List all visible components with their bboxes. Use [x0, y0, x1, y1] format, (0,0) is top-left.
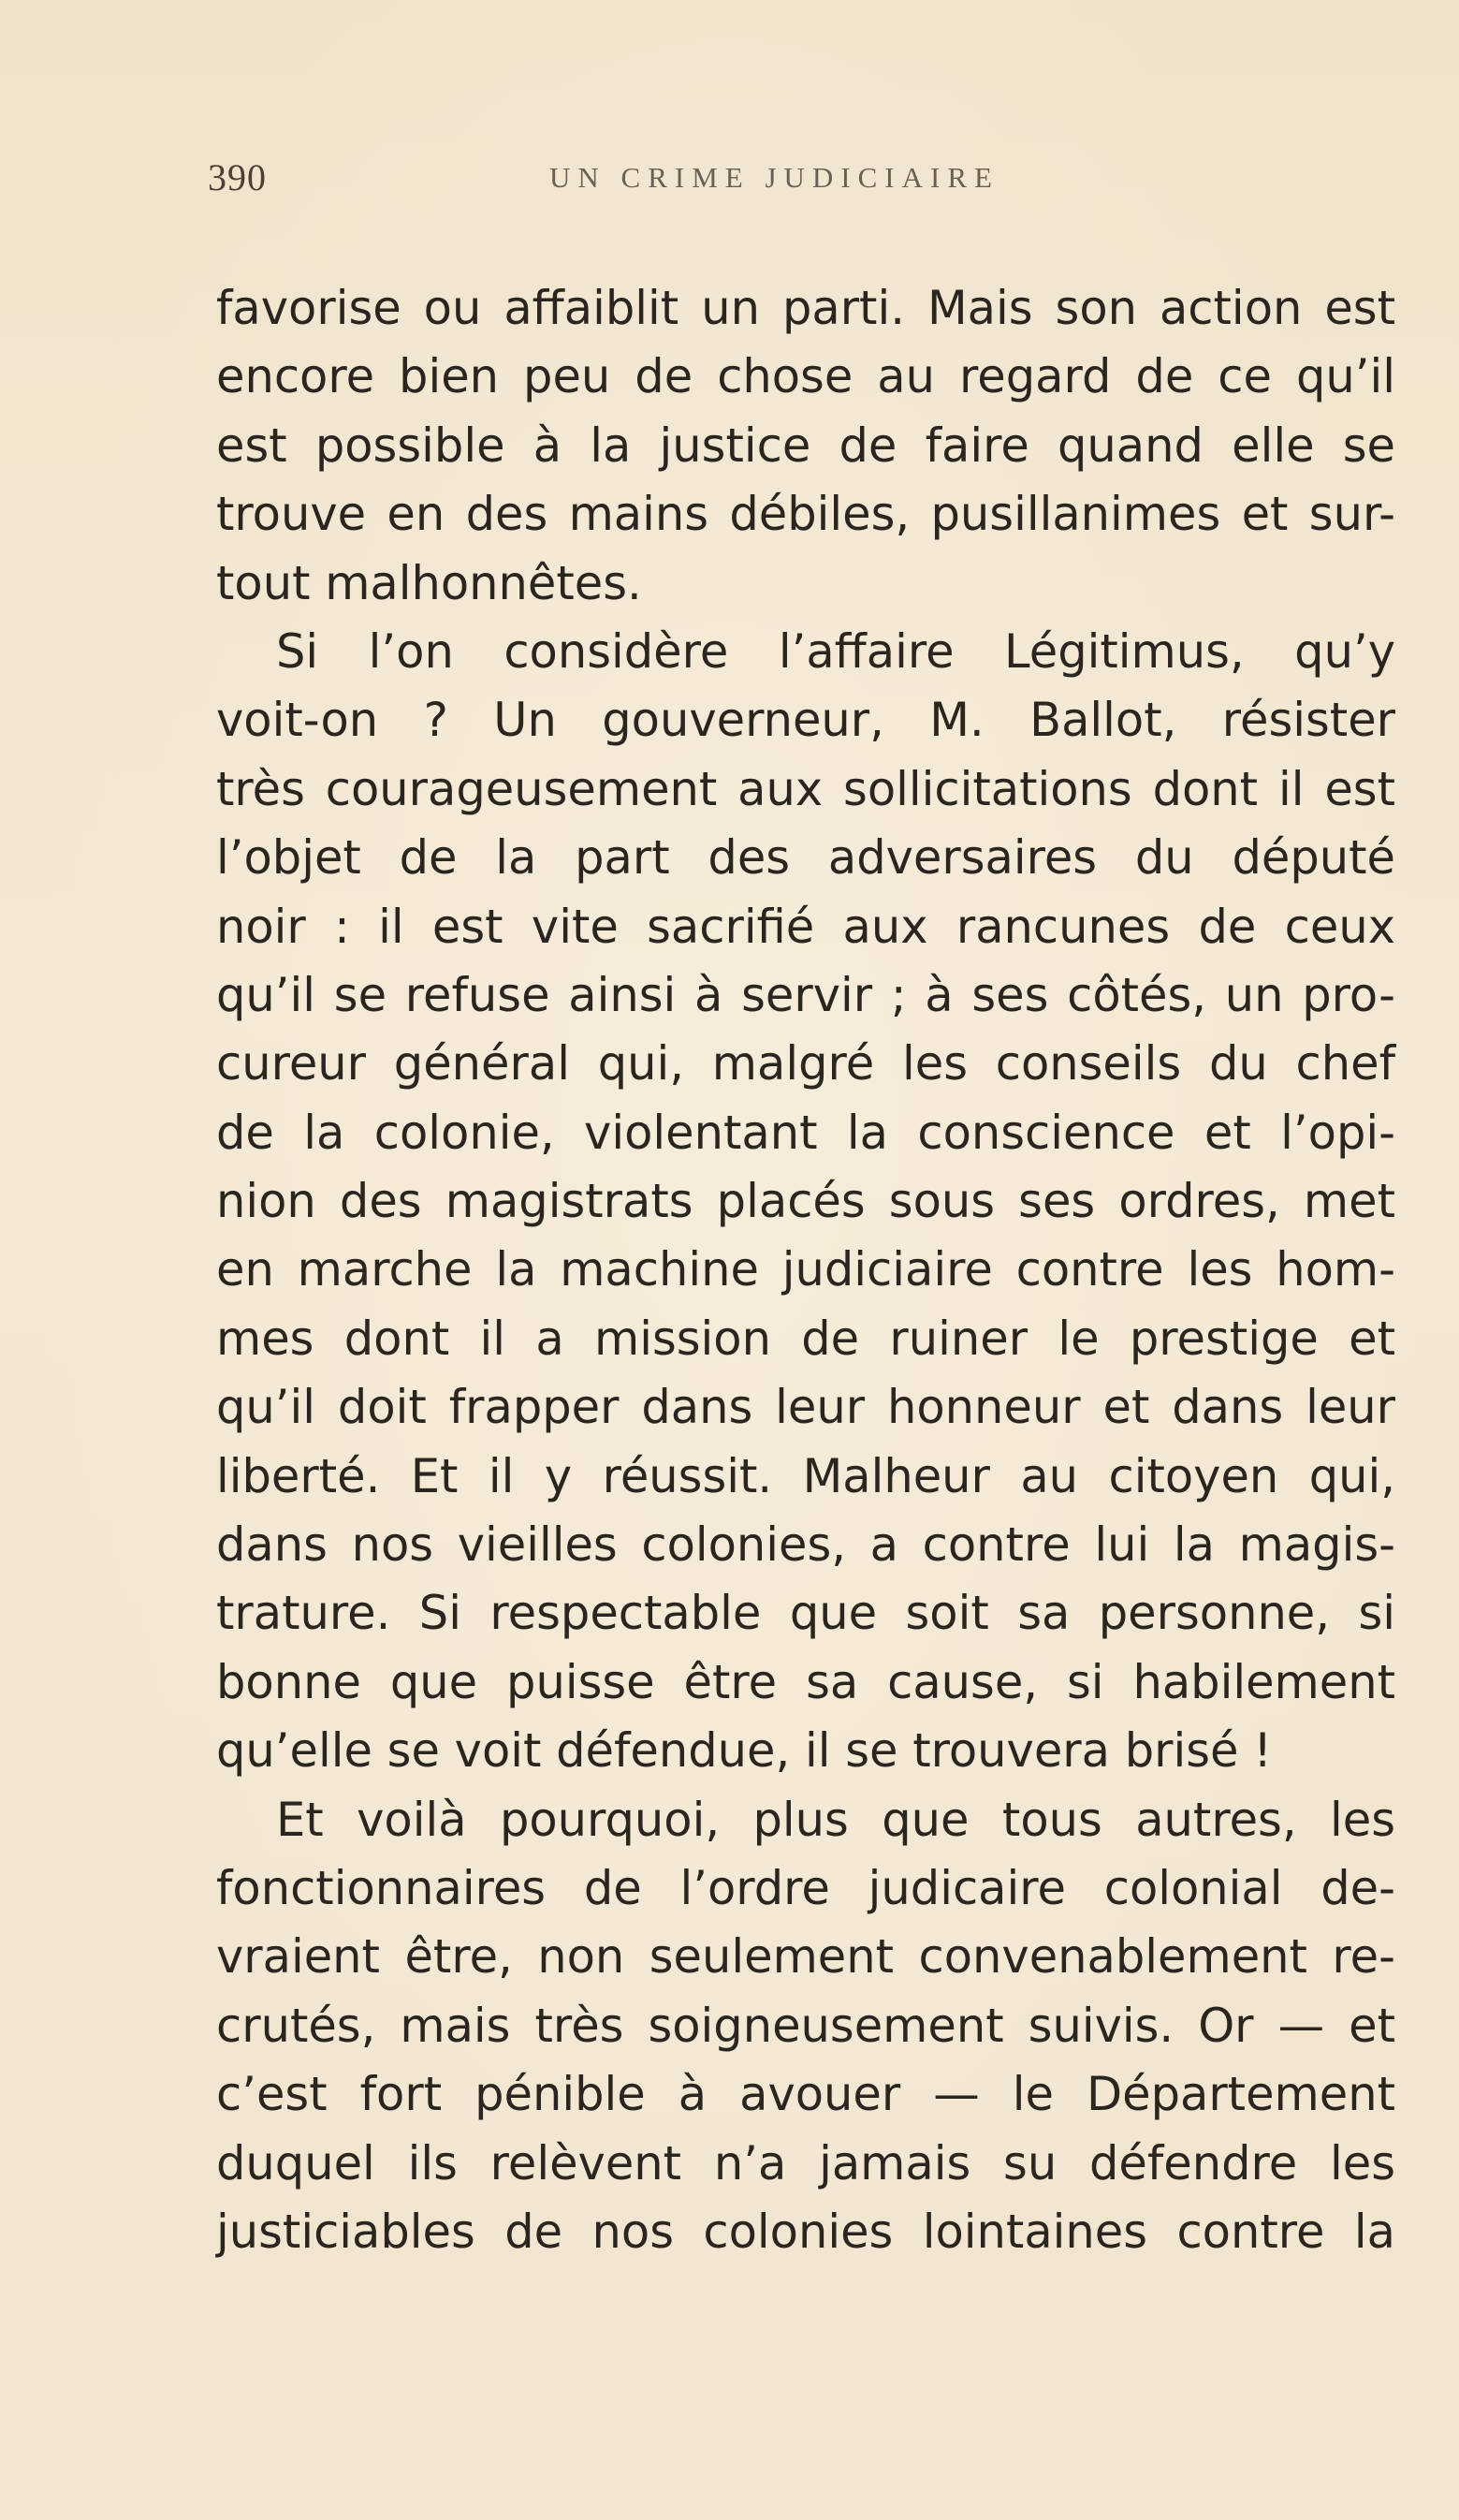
text-line: liberté. Et il y réussit. Malheur au citoyen qui,: [216, 1448, 1395, 1503]
text-line: dans nos vieilles colonies, a contre lui la magis-: [216, 1517, 1395, 1573]
paragraph-start-line: Si l’on considère l’affaire Légitimus, qu’y: [276, 623, 1395, 679]
text-line: fonctionnaires de l’ordre judicaire colonial de-: [216, 1860, 1395, 1915]
text-line: voit-on ? Un gouverneur, M. Ballot, résister: [216, 693, 1395, 748]
text-line: nion des magistrats placés sous ses ordres, met: [216, 1174, 1395, 1229]
paragraph-start-line: Et voilà pourquoi, plus que tous autres, les: [276, 1792, 1395, 1847]
text-line: de la colonie, violentant la conscience et l’opi-: [216, 1105, 1395, 1160]
text-line: encore bien peu de chose au regard de ce qu’il: [216, 349, 1395, 404]
text-line: qu’elle se voit défendue, il se trouvera brisé !: [216, 1723, 1273, 1779]
text-line: mes dont il a mission de ruiner le prestige et: [216, 1311, 1395, 1366]
text-line: crutés, mais très soigneusement suivis. Or — et: [216, 1998, 1395, 2053]
text-line: bonne que puisse être sa cause, si habilement: [216, 1654, 1395, 1709]
text-line: qu’il doit frapper dans leur honneur et dans leur: [216, 1380, 1395, 1435]
text-line: cureur général qui, malgré les conseils du chef: [216, 1036, 1395, 1092]
text-line: très courageusement aux sollicitations dont il est: [216, 761, 1395, 816]
body-text: [216, 274, 1395, 2266]
text-line: favorise ou affaiblit un parti. Mais son action est: [216, 281, 1395, 335]
text-line: en marche la machine judiciaire contre les hom-: [216, 1242, 1395, 1297]
text-line: qu’il se refuse ainsi à servir ; à ses côtés, un pro-: [216, 967, 1395, 1022]
page-number: 390: [208, 156, 267, 198]
text-line: justiciables de nos colonies lointaines contre la: [216, 2204, 1395, 2259]
text-line: c’est fort pénible à avouer — le Département: [216, 2067, 1395, 2122]
text-line: vraient être, non seulement convenablement re-: [216, 1929, 1395, 1985]
text-line: duquel ils relèvent n’a jamais su défendre les: [216, 2135, 1395, 2190]
text-line: trature. Si respectable que soit sa personne, si: [216, 1586, 1395, 1641]
text-line: l’objet de la part des adversaires du député: [216, 830, 1395, 886]
text-line: trouve en des mains débiles, pusillanimes et sur-: [216, 487, 1395, 542]
text-line: est possible à la justice de faire quand elle se: [216, 418, 1395, 473]
running-title: UN CRIME JUDICIAIRE: [549, 161, 999, 194]
text-line: tout malhonnêtes.: [216, 555, 642, 610]
running-head: [0, 155, 1459, 202]
text-line: noir : il est vite sacrifié aux rancunes de ceux: [216, 899, 1395, 954]
